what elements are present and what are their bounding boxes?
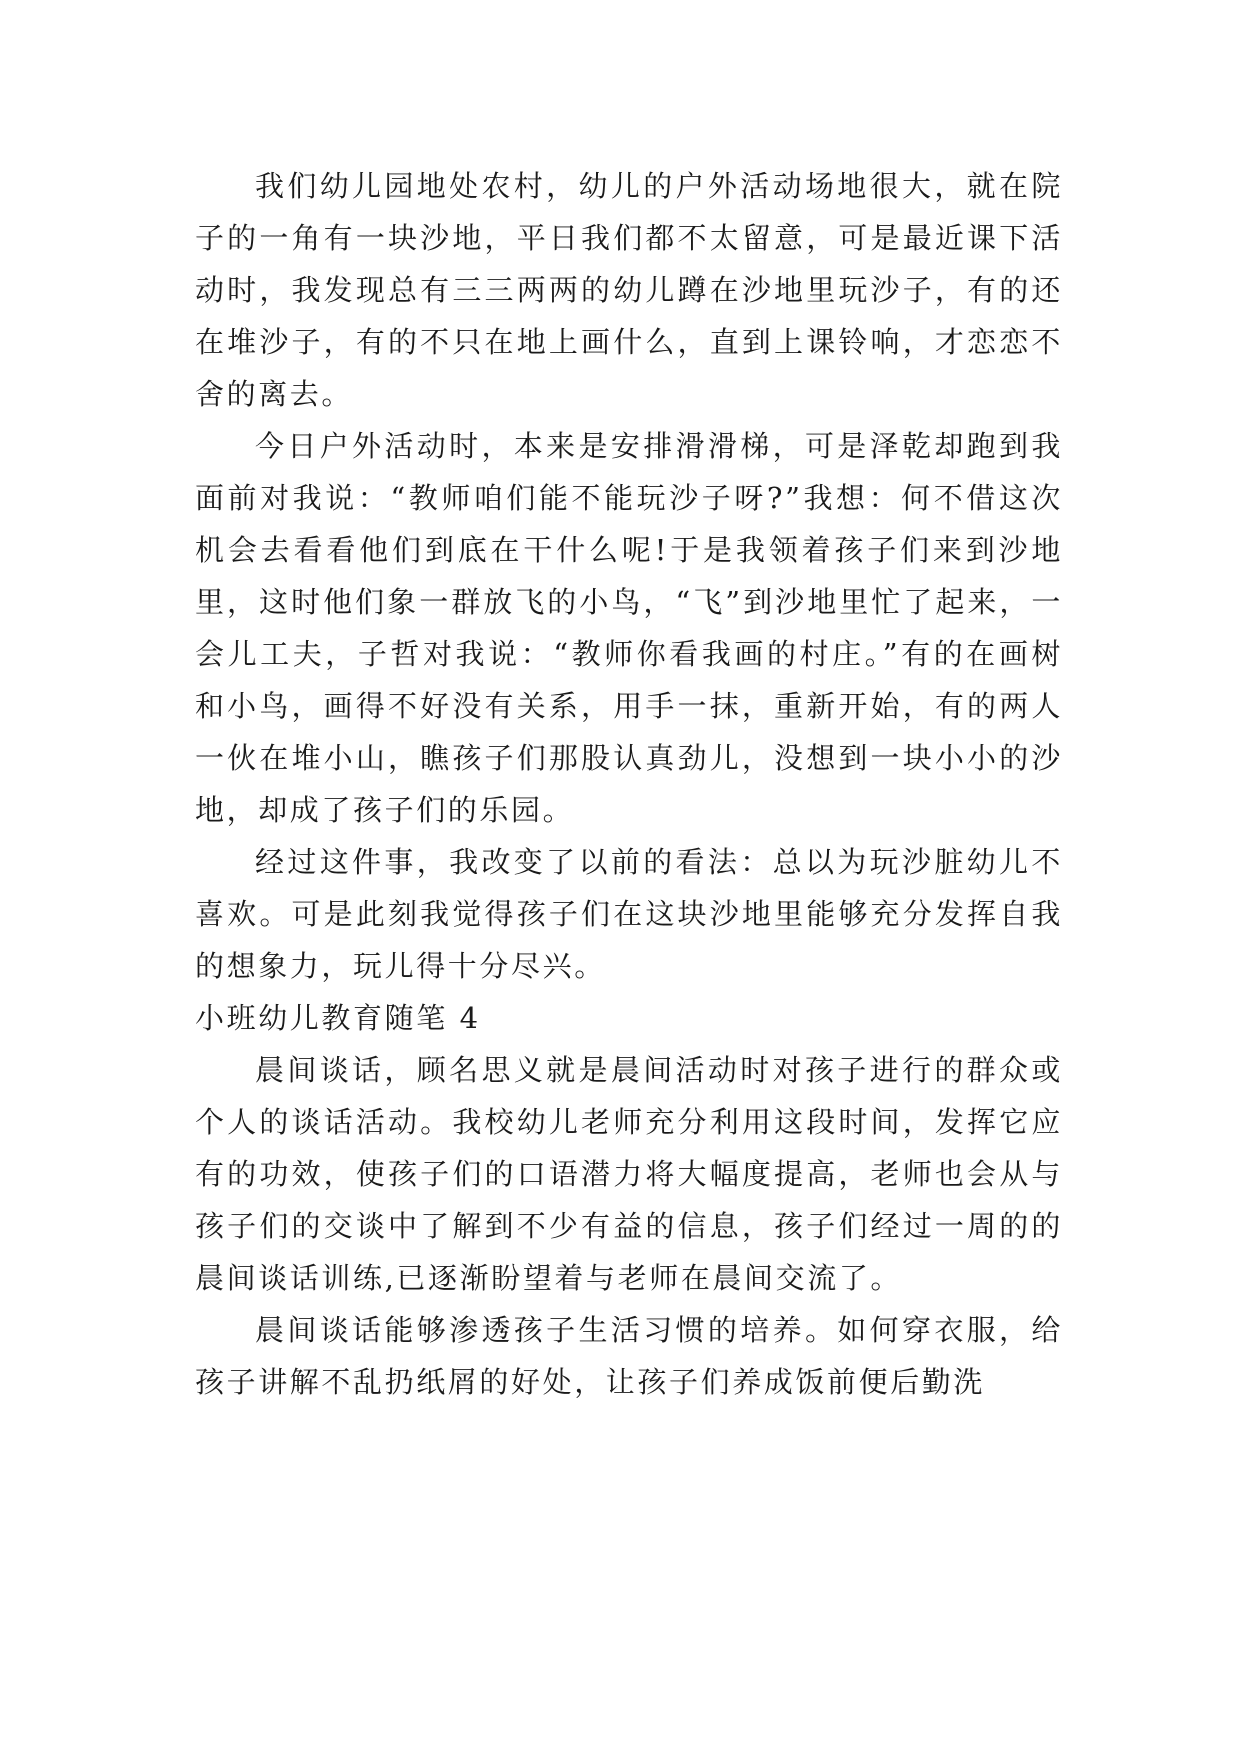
document-body xyxy=(195,160,1063,1408)
paragraph-3: 经过这件事，我改变了以前的看法：总以为玩沙脏幼儿不喜欢。可是此刻我觉得孩子们在这块沙地里能够充分发挥自我的想象力，玩儿得十分尽兴。 xyxy=(195,845,1063,983)
section-heading: 小班幼儿教育随笔 4 xyxy=(195,1001,481,1035)
paragraph-1: 我们幼儿园地处农村，幼儿的户外活动场地很大，就在院子的一角有一块沙地，平日我们都不太留意，可是最近课下活动时，我发现总有三三两两的幼儿蹲在沙地里玩沙子，有的还在堆沙子，有的不只在地上画什么，直到上课铃响，才恋恋不舍的离去。 xyxy=(195,169,1063,411)
paragraph-4: 晨间谈话，顾名思义就是晨间活动时对孩子进行的群众或个人的谈话活动。我校幼儿老师充分利用这段时间，发挥它应有的功效，使孩子们的口语潜力将大幅度提高，老师也会从与孩子们的交谈中了解到不少有益的信息，孩子们经过一周的的晨间谈话训练,已逐渐盼望着与老师在晨间交流了。 xyxy=(195,1053,1063,1295)
paragraph-2: 今日户外活动时，本来是安排滑滑梯，可是泽乾却跑到我面前对我说：“教师咱们能不能玩沙子呀?”我想：何不借这次机会去看看他们到底在干什么呢!于是我领着孩子们来到沙地里，这时他们象一群放飞的小鸟，“飞”到沙地里忙了起来，一会儿工夫，子哲对我说：“教师你看我画的村庄。”有的在画树和小鸟，画得不好没有关系，用手一抹，重新开始，有的两人一伙在堆小山，瞧孩子们那股认真劲儿，没想到一块小小的沙地，却成了孩子们的乐园。 xyxy=(195,429,1063,827)
paragraph-5: 晨间谈话能够渗透孩子生活习惯的培养。如何穿衣服，给孩子讲解不乱扔纸屑的好处，让孩子们养成饭前便后勤洗 xyxy=(195,1313,1063,1399)
